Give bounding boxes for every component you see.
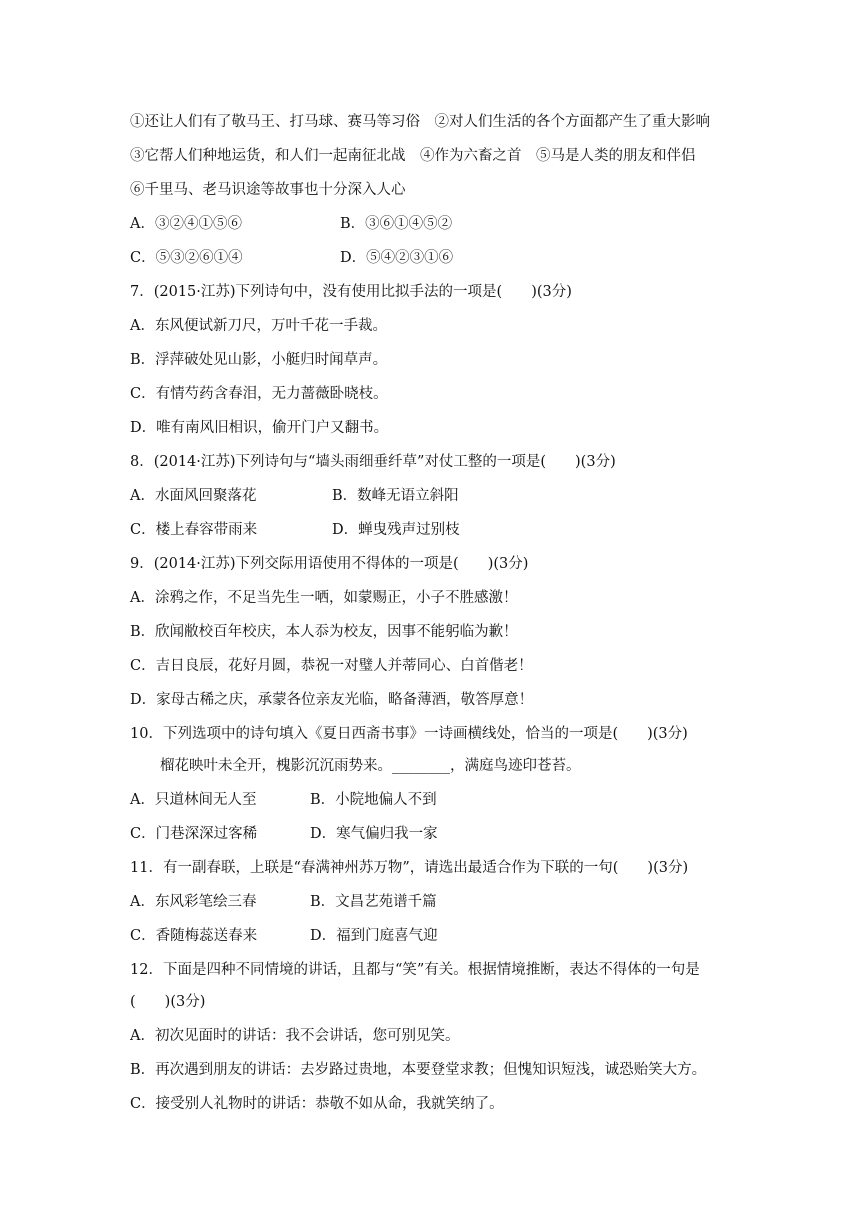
q12-option-c: C．接受别人礼物时的讲话：恭敬不如从命，我就笑纳了。 bbox=[130, 1096, 504, 1112]
q12-stem-line-1: 12．下面是四种不同情境的讲话，且都与“笑”有关。根据情境推断，表达不得体的一句是 bbox=[130, 962, 700, 978]
q8-stem: 8．(2014·江苏)下列诗句与“墙头雨细垂纤草”对仗工整的一项是( )(3分) bbox=[130, 454, 616, 470]
q8-option-c: C．楼上春容带雨来 bbox=[130, 522, 258, 538]
intro-line-3: ⑥千里马、老马识途等故事也十分深入人心 bbox=[130, 182, 406, 198]
q12-option-a: A．初次见面时的讲话：我不会讲话，您可别见笑。 bbox=[130, 1028, 460, 1044]
q12-stem-line-2: ( )(3分) bbox=[130, 994, 206, 1010]
q10-option-c: C．门巷深深过客稀 bbox=[130, 826, 258, 842]
intro-line-2: ③它帮人们种地运货，和人们一起南征北战 ④作为六畜之首 ⑤马是人类的朋友和伴侣 bbox=[130, 148, 696, 164]
q11-option-c: C．香随梅蕊送春来 bbox=[130, 928, 258, 944]
q11-option-a: A．东风彩笔绘三春 bbox=[130, 894, 257, 910]
q7-option-c: C．有情芍药含春泪，无力蔷薇卧晓枝。 bbox=[130, 386, 388, 402]
q7-option-a: A．东风便试新刀尺，万叶千花一手裁。 bbox=[130, 318, 387, 334]
q11-option-d: D．福到门庭喜气迎 bbox=[310, 928, 438, 944]
q8-option-a: A．水面风回聚落花 bbox=[130, 488, 257, 504]
q9-option-c: C．吉日良辰，花好月圆，恭祝一对璧人并蒂同心、白首偕老！ bbox=[130, 658, 533, 674]
q9-option-b: B．欣闻敝校百年校庆，本人忝为校友，因事不能躬临为歉！ bbox=[130, 624, 518, 640]
q7-option-d: D．唯有南风旧相识，偷开门户又翻书。 bbox=[130, 420, 389, 436]
q9-stem: 9．(2014·江苏)下列交际用语使用不得体的一项是( )(3分) bbox=[130, 556, 529, 572]
q12-option-b: B．再次遇到朋友的讲话：去岁路过贵地，本要登堂求教；但愧知识短浅，诚恐贻笑大方。 bbox=[130, 1062, 707, 1078]
q10-option-a: A．只道林间无人至 bbox=[130, 792, 257, 808]
q6-option-b: B．③⑥①④⑤② bbox=[340, 216, 453, 232]
q10-poem: 榴花映叶未全开，槐影沉沉雨势来。________，满庭鸟迹印苍苔。 bbox=[160, 758, 581, 774]
q6-option-d: D．⑤④②③①⑥ bbox=[340, 250, 454, 266]
q6-option-c: C．⑤③②⑥①④ bbox=[130, 250, 243, 266]
q7-stem: 7．(2015·江苏)下列诗句中，没有使用比拟手法的一项是( )(3分) bbox=[130, 284, 572, 300]
q11-stem: 11．有一副春联，上联是“春满神州苏万物”，请选出最适合作为下联的一句( )(3分) bbox=[130, 860, 689, 876]
q8-option-b: B．数峰无语立斜阳 bbox=[332, 488, 459, 504]
intro-line-1: ①还让人们有了敬马王、打马球、赛马等习俗 ②对人们生活的各个方面都产生了重大影响 bbox=[130, 114, 710, 130]
q8-option-d: D．蝉曳残声过别枝 bbox=[332, 522, 460, 538]
q9-option-a: A．涂鸦之作，不足当先生一哂，如蒙赐正，小子不胜感激！ bbox=[130, 590, 518, 606]
q10-stem: 10．下列选项中的诗句填入《夏日西斋书事》一诗画横线处，恰当的一项是( )(3分) bbox=[130, 726, 688, 742]
q10-option-b: B．小院地偏人不到 bbox=[310, 792, 437, 808]
q11-option-b: B．文昌艺苑谱千篇 bbox=[310, 894, 437, 910]
q7-option-b: B．浮萍破处见山影，小艇归时闻草声。 bbox=[130, 352, 388, 368]
q9-option-d: D．家母古稀之庆，承蒙各位亲友光临，略备薄酒，敬答厚意！ bbox=[130, 692, 534, 708]
q10-option-d: D．寒气偏归我一家 bbox=[310, 826, 438, 842]
q6-option-a: A．③②④①⑤⑥ bbox=[130, 216, 242, 232]
